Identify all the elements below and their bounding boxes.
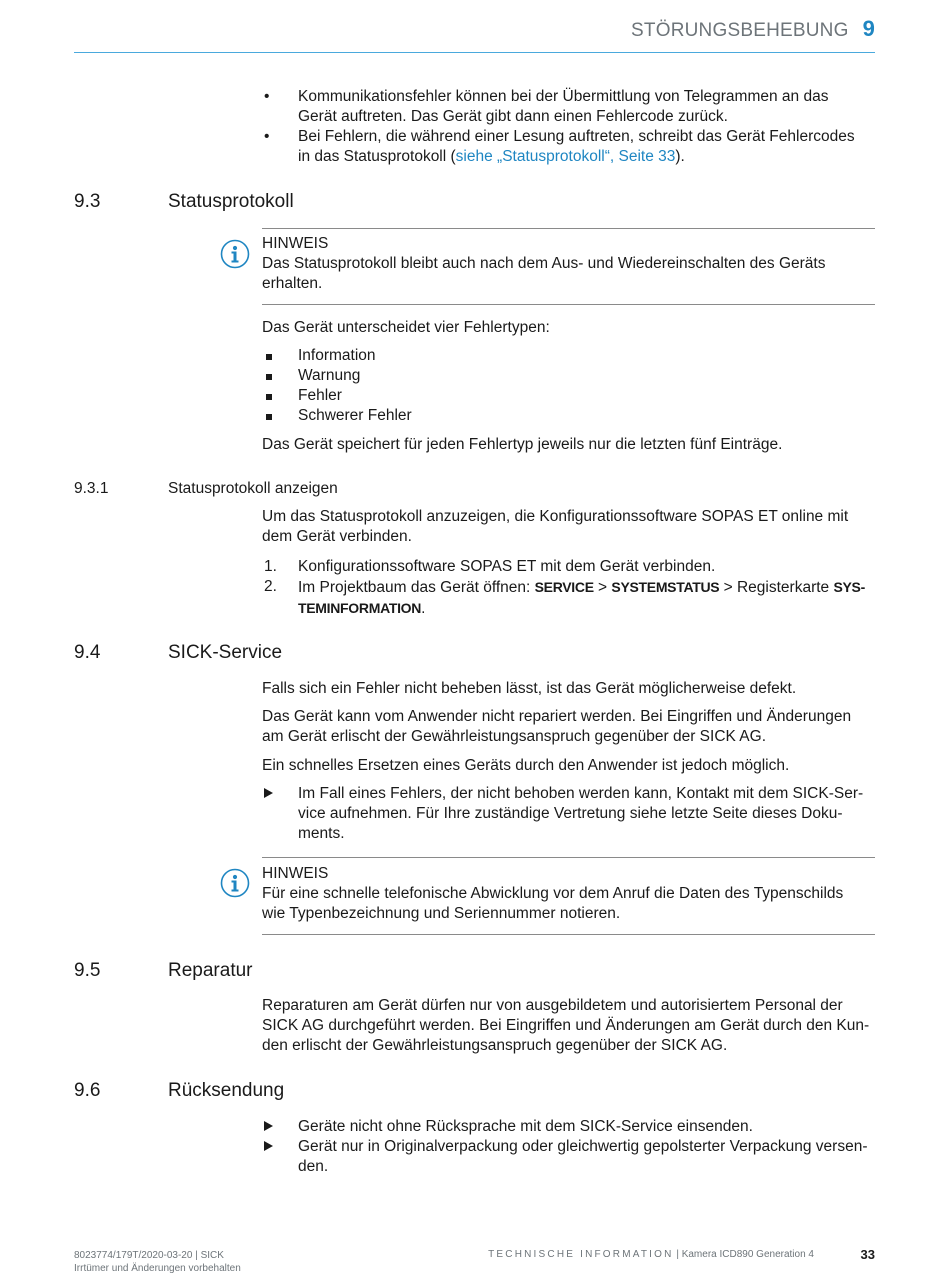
note-label: HINWEIS [262,235,329,252]
page-number: 33 [860,1247,875,1262]
action-arrow-icon [264,1121,273,1131]
bullet-dot: • [264,128,270,145]
square-bullet-icon [266,394,272,400]
note-rule-top [262,857,875,858]
list-item: Gerät nur in Originalverpackung oder gleichwertig gepolsterter Verpackung versen- den. [262,1137,875,1177]
bullet-dot: • [264,88,270,105]
square-bullet-icon [266,414,272,420]
chapter-title: STÖRUNGSBEHEBUNG [631,20,849,41]
paragraph: Das Gerät speichert für jeden Fehlertyp jeweils nur die letzten fünf Einträge. [262,436,783,453]
list-item: • Kommunikationsfehler können bei der Übermittlung von Telegrammen an das Gerät auftreten. Das Gerät gibt dann einen Fehlercode zurück. [264,88,829,125]
paragraph: Ein schnelles Ersetzen eines Geräts durch den Anwender ist jedoch möglich. [262,757,790,774]
paragraph: Reparaturen am Gerät dürfen nur von ausgebildetem und autorisiertem Personal der SICK AG durchgeführt werden. Bei Eingriffen und Änderungen am Gerät durch den Kun- den erlischt der Gewährleistungsanspruch gegenüber der SICK AG. [262,997,870,1054]
step-number: 1. [264,558,277,575]
menu-path-systemstatus: SYSTEMSTATUS [611,579,720,595]
section-number: 9.4 [74,642,101,663]
section-number: 9.5 [74,960,101,981]
note-rule-bottom [262,934,875,935]
section-number: 9.3 [74,191,101,212]
list-item: Information [262,346,875,366]
section-title: Statusprotokoll [168,191,294,212]
note-box: HINWEIS Für eine schnelle telefonische Abwicklung vor dem Anruf die Daten des Typenschilds wie Typenbezeichnung und Seriennummer notieren. [262,864,875,924]
list-item: 2. Im Projektbaum das Gerät öffnen: SERVICE > SYSTEMSTATUS > Registerkarte SYS- TEMINFORMATION. [264,578,865,617]
paragraph: Falls sich ein Fehler nicht beheben lässt, ist das Gerät möglicherweise defekt. [262,680,797,697]
step-list [262,557,875,619]
footer-left [74,1249,241,1275]
intro-bullet-list [262,87,875,167]
document-number: 8023774/179T/2020-03-20 | SICK [74,1250,224,1261]
list-item: Im Fall eines Fehlers, der nicht behoben werden kann, Kontakt mit dem SICK-Ser- vice aufnehmen. Für Ihre zuständige Vertretung siehe letzte Seite dieses Doku- ments. [262,784,875,844]
product-name: | Kamera ICD890 Generation 4 [673,1249,814,1260]
action-arrow-icon [264,788,273,798]
header-rule [74,52,875,53]
note-rule-bottom [262,304,875,305]
menu-path-service: SERVICE [534,579,594,595]
square-bullet-icon [266,354,272,360]
action-arrow-icon [264,1141,273,1151]
paragraph: Um das Statusprotokoll anzuzeigen, die Konfigurationssoftware SOPAS ET online mit dem Gerät verbinden. [262,508,849,545]
section-number: 9.6 [74,1080,101,1101]
footer-center [488,1249,814,1260]
action-list [262,1117,875,1177]
section-title: Rücksendung [168,1080,285,1101]
list-item: • Bei Fehlern, die während einer Lesung auftreten, schreibt das Gerät Fehlercodes in das Statusprotokoll (siehe „Statusprotokoll“, Seite 33). [264,128,855,165]
list-item: Geräte nicht ohne Rücksprache mit dem SICK-Service einsenden. [262,1117,875,1137]
note-rule-top [262,228,875,229]
menu-path-tab: SYS- [833,579,865,595]
disclaimer: Irrtümer und Änderungen vorbehalten [74,1263,241,1274]
list-item: Fehler [262,386,875,406]
section-title: SICK-Service [168,642,283,663]
section-title: Reparatur [168,960,253,981]
menu-path-tab-cont: TEMINFORMATION [298,600,422,616]
error-type-list [262,346,875,426]
list-item: Schwerer Fehler [262,406,875,426]
action-list [262,784,875,844]
subsection-title: Statusprotokoll anzeigen [168,480,338,497]
paragraph: Das Gerät unterscheidet vier Fehlertypen: [262,319,550,336]
list-item: Warnung [262,366,875,386]
chapter-number: 9 [862,16,875,41]
list-item: 1. Konfigurationssoftware SOPAS ET mit dem Gerät verbinden. [264,558,716,575]
note-box: HINWEIS Das Statusprotokoll bleibt auch nach dem Aus- und Wiedereinschalten des Geräts erhalten. [262,234,875,294]
step-number: 2. [264,578,277,595]
cross-reference-link[interactable]: siehe „Statusprotokoll“, Seite 33 [455,148,676,165]
document-type: TECHNISCHE INFORMATION [488,1249,674,1260]
info-icon [220,239,250,269]
page-header [631,16,875,42]
subsection-number: 9.3.1 [74,480,109,497]
note-label: HINWEIS [262,865,329,882]
info-icon [220,868,250,898]
paragraph: Das Gerät kann vom Anwender nicht repariert werden. Bei Eingriffen und Änderungen am Gerät erlischt der Gewährleistungsanspruch gegenüber der SICK AG. [262,708,852,745]
square-bullet-icon [266,374,272,380]
